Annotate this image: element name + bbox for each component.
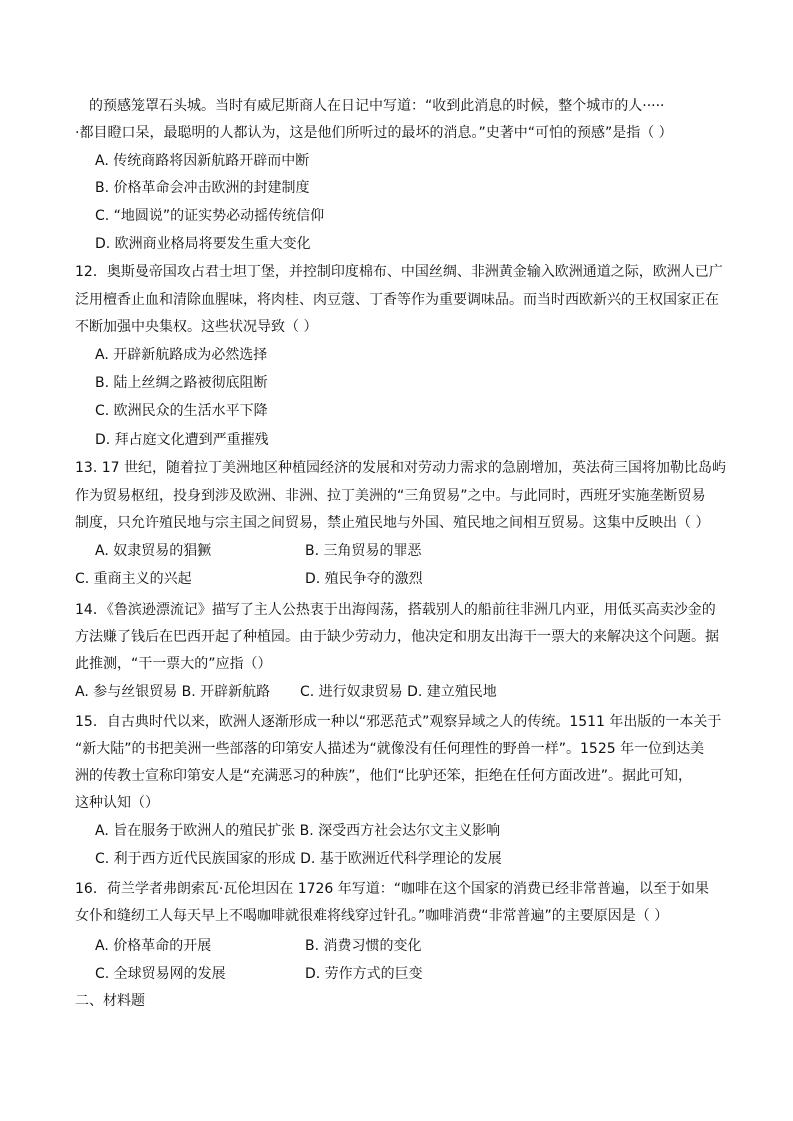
option-c: C. “地圆说”的证实势必动摇传统信仰 [95, 208, 325, 224]
option-c: C. 重商主义的兴起 [75, 571, 192, 587]
question-text-line: 16．荷兰学者弗朗索瓦·瓦伦坦因在 1726 年写道：“咖啡在这个国家的消费已经非常普遍，以至于如果 [75, 881, 710, 897]
question-text-line: 泛用檀香止血和清除血腥味，将肉桂、肉豆蔻、丁香等作为重要调味品。而当时西欧新兴的王权国家正在 [75, 292, 719, 308]
option-b: B. 陆上丝绸之路被彻底阻断 [95, 375, 268, 391]
question-text-line: ·都目瞪口呆，最聪明的人都认为，这是他们所听过的最坏的消息。”史著中“可怕的预感”是指（ ） [75, 125, 673, 141]
question-text-line: 不断加强中央集权。这些状况导致（ ） [75, 319, 318, 335]
question-text-line: 14．《鲁滨逊漂流记》描写了主人公热衷于出海闯荡，搭载别人的船前往非洲几内亚，用低买高卖沙金的 [75, 602, 716, 618]
option-a: A. 传统商路将因新航路开辟而中断 [95, 153, 310, 169]
question-text-line: 方法赚了钱后在巴西开起了种植园。由于缺少劳动力，他决定和朋友出海干一票大的来解决这个问题。据 [75, 629, 719, 645]
option-d: D. 拜占庭文化遭到严重摧残 [95, 432, 269, 448]
option-row: C. 利于西方近代民族国家的形成 D. 基于欧洲近代科学理论的发展 [95, 851, 502, 867]
question-text-line: 作为贸易枢纽，投身到涉及欧洲、非洲、拉丁美洲的“三角贸易”之中。与此同时，西班牙实施垄断贸易 [75, 488, 706, 504]
option-row: A. 参与丝银贸易 B. 开辟新航路 [75, 684, 271, 700]
option-c: C. 欧洲民众的生活水平下降 [95, 403, 268, 419]
question-text-line: 15．自古典时代以来，欧洲人逐渐形成一种以“邪恶范式”观察异域之人的传统。1511 年出版的一本关于 [75, 714, 722, 730]
question-text-line: 的预感笼罩石头城。当时有威尼斯商人在日记中写道：“收到此消息的时候，整个城市的人····· [89, 98, 665, 114]
question-text-line: 12．奥斯曼帝国攻占君士坦丁堡，并控制印度棉布、中国丝绸、非洲黄金输入欧洲通道之际，欧洲人已广 [75, 264, 723, 280]
option-b: B. 三角贸易的罪恶 [305, 543, 422, 559]
option-c: C. 全球贸易网的发展 [95, 966, 226, 982]
section-heading: 二、材料题 [75, 993, 145, 1009]
question-text-line: 女仆和缝纫工人每天早上不喝咖啡就很难将线穿过针孔。”咖啡消费“非常普遍”的主要原因是（ ） [75, 908, 669, 924]
question-text-line: 洲的传教士宣称印第安人是“充满恶习的种族”，他们“比驴还笨，拒绝在任何方面改进”。据此可知， [75, 768, 693, 784]
option-d: D. 殖民争夺的激烈 [305, 571, 423, 587]
option-row: C. 进行奴隶贸易 D. 建立殖民地 [300, 684, 497, 700]
option-b: B. 价格革命会冲击欧洲的封建制度 [95, 180, 310, 196]
question-text-line: “新大陆”的书把美洲一些部落的印第安人描述为“就像没有任何理性的野兽一样”。1525 年一位到达美 [75, 741, 705, 757]
option-a: A. 奴隶贸易的猖獗 [95, 543, 212, 559]
option-a: A. 开辟新航路成为必然选择 [95, 347, 268, 363]
question-text-line: 13. 17 世纪，随着拉丁美洲地区种植园经济的发展和对劳动力需求的急剧增加，英法荷三国将加勒比岛屿 [75, 460, 726, 476]
option-d: D. 劳作方式的巨变 [305, 966, 423, 982]
question-text-line: 此推测，“干一票大的”应指（） [75, 656, 272, 672]
question-text-line: 制度，只允许殖民地与宗主国之间贸易，禁止殖民地与外国、殖民地之间相互贸易。这集中反映出（ ） [75, 515, 710, 531]
option-b: B. 消费习惯的变化 [305, 938, 422, 954]
question-text-line: 这种认知（） [75, 795, 159, 811]
option-a: A. 价格革命的开展 [95, 938, 212, 954]
option-d: D. 欧洲商业格局将要发生重大变化 [95, 236, 311, 252]
option-row: A. 旨在服务于欧洲人的殖民扩张 B. 深受西方社会达尔文主义影响 [95, 823, 501, 839]
